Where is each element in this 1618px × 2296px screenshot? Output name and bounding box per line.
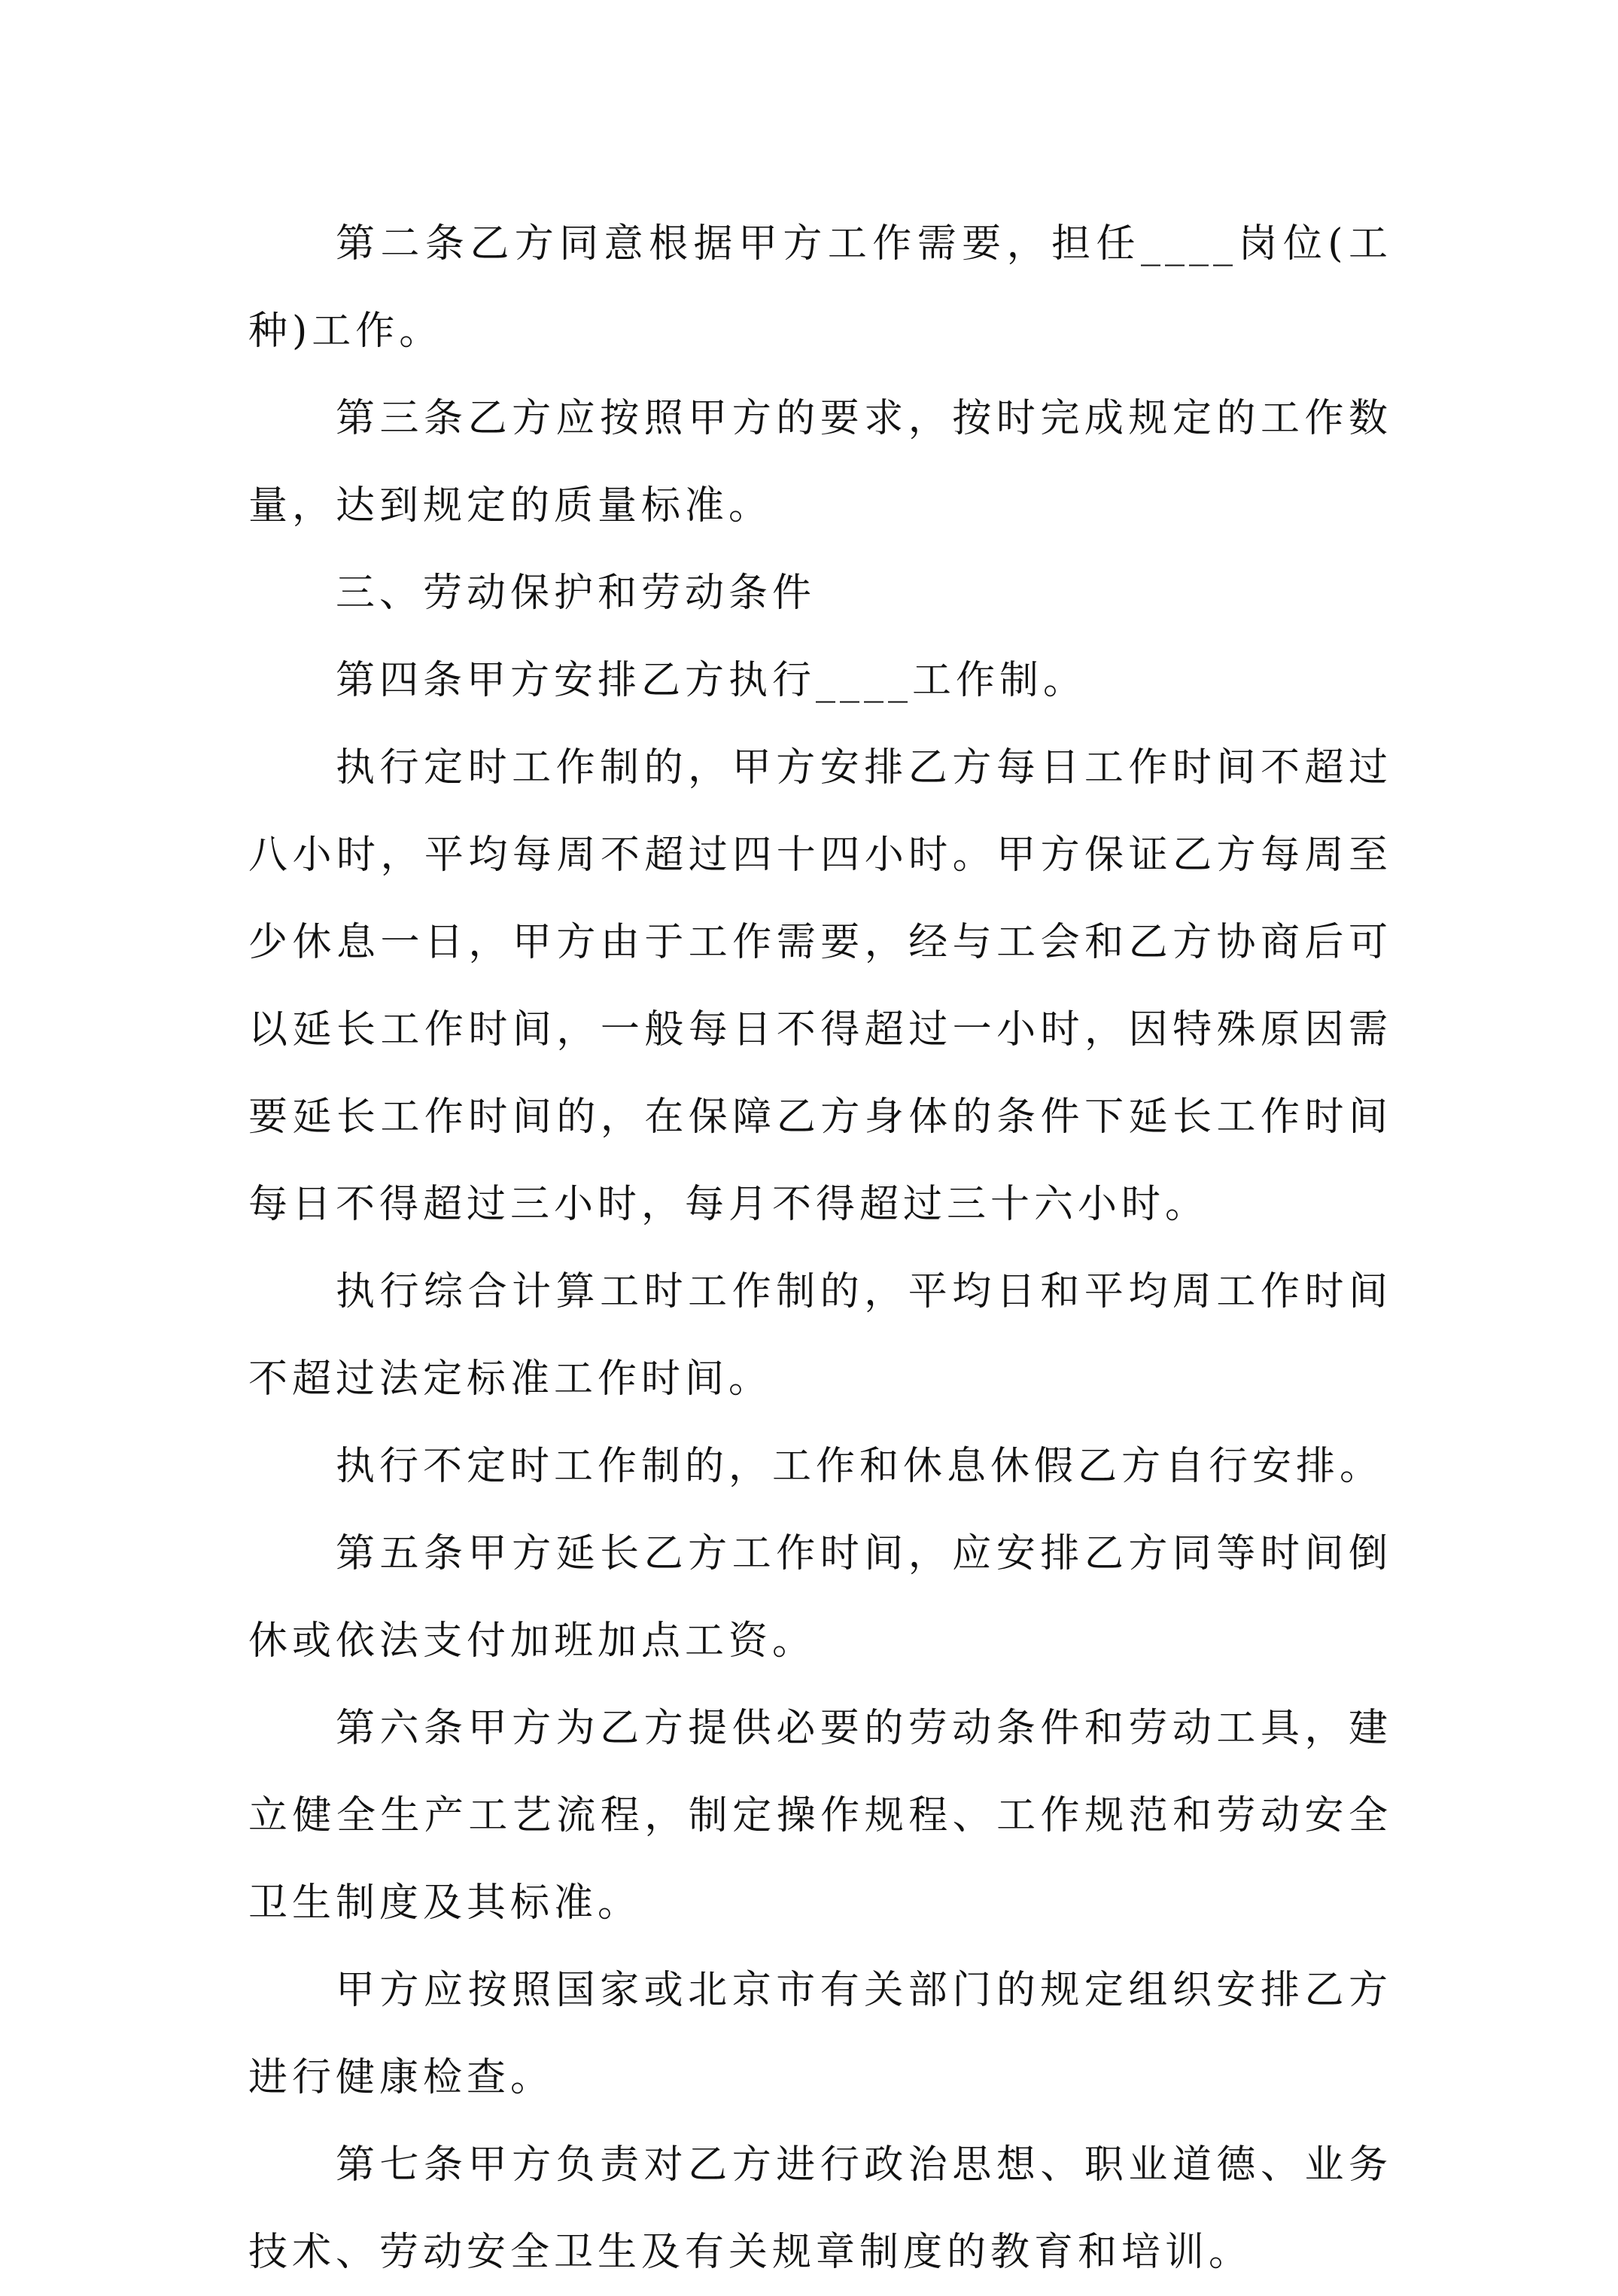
paragraph-flexible-hours: 执行不定时工作制的，工作和休息休假乙方自行安排。 (336, 1444, 1384, 1489)
paragraph-comprehensive-hours: 执行综合计算工时工作制的，平均日和平均周工作时间不超过法定标准工作时间。 (248, 1269, 1392, 1402)
paragraph-article-7: 第七条甲方负责对乙方进行政治思想、职业道德、业务技术、劳动安全卫生及有关规章制度的教育和培训。 (248, 2142, 1392, 2275)
paragraph-article-4: 第四条甲方安排乙方执行____工作制。 (336, 658, 1087, 703)
section-heading-labor-protection: 三、劳动保护和劳动条件 (336, 571, 817, 616)
paragraph-article-2: 第二条乙方同意根据甲方工作需要，担任____岗位(工种)工作。 (248, 221, 1392, 354)
paragraph-fixed-hours: 执行定时工作制的，甲方安排乙方每日工作时间不超过八小时，平均每周不超过四十四小时。甲方保证乙方每周至少休息一日，甲方由于工作需要，经与工会和乙方协商后可以延长工作时间，一般每日不得超过一小时，因特殊原因需要延长工作时间的，在保障乙方身体的条件下延长工作时间每日不得超过三小时，每月不得超过三十六小时。 (248, 745, 1392, 1227)
paragraph-health-check: 甲方应按照国家或北京市有关部门的规定组织安排乙方进行健康检查。 (248, 1968, 1392, 2100)
paragraph-article-3: 第三条乙方应按照甲方的要求，按时完成规定的工作数量，达到规定的质量标准。 (248, 396, 1392, 528)
document-body (248, 200, 1392, 2296)
paragraph-article-6: 第六条甲方为乙方提供必要的劳动条件和劳动工具，建立健全生产工艺流程，制定操作规程、工作规范和劳动安全卫生制度及其标准。 (248, 1706, 1392, 1926)
paragraph-article-5: 第五条甲方延长乙方工作时间，应安排乙方同等时间倒休或依法支付加班加点工资。 (248, 1531, 1392, 1664)
